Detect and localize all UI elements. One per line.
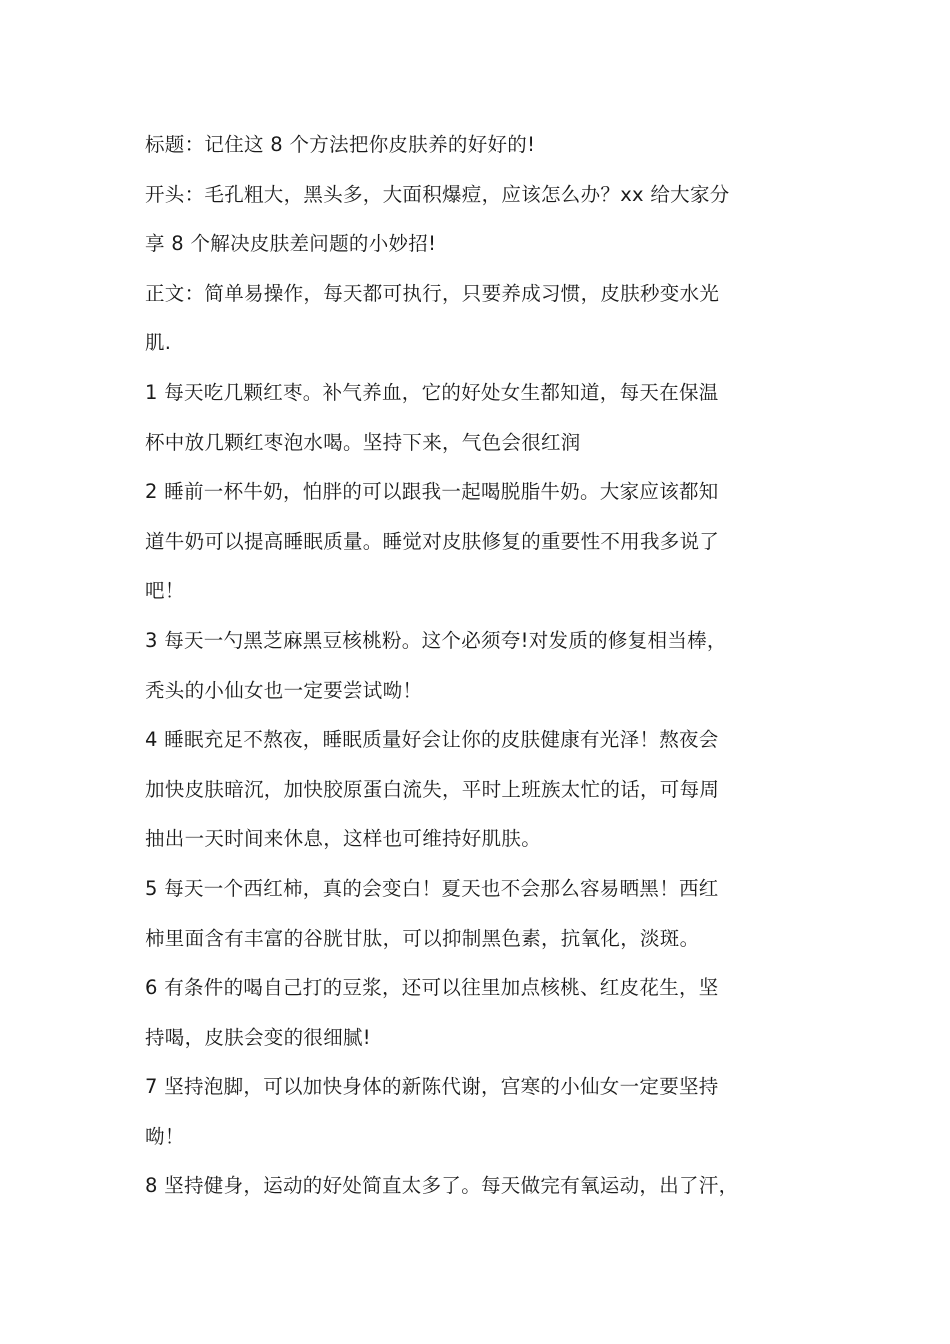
paragraph [145,269,825,368]
text-line: 7 坚持泡脚，可以加快身体的新陈代谢，宫寒的小仙女一定要坚持 [145,1075,719,1099]
text-line: 秃头的小仙女也一定要尝试呦！ [145,678,423,702]
text-line: 2 睡前一杯牛奶，怕胖的可以跟我一起喝脱脂牛奶。大家应该都知 [145,480,719,504]
document-body [145,120,825,1211]
text-line: 开头：毛孔粗大，黑头多，大面积爆痘，应该怎么办？xx 给大家分 [145,182,730,206]
paragraph [145,1161,825,1211]
paragraph [145,368,825,467]
text-line: 抽出一天时间来休息，这样也可维持好肌肤。 [145,827,542,851]
text-line: 呦！ [145,1124,185,1148]
paragraph [145,1062,825,1161]
text-line: 8 坚持健身，运动的好处简直太多了。每天做完有氧运动，出了汗， [145,1174,739,1198]
text-line: 道牛奶可以提高睡眠质量。睡觉对皮肤修复的重要性不用我多说了 [145,529,720,553]
text-line: 1 每天吃几颗红枣。补气养血，它的好处女生都知道，每天在保温 [145,380,719,404]
paragraph [145,467,825,616]
text-line: 杯中放几颗红枣泡水喝。坚持下来，气色会很红润 [145,430,581,454]
paragraph [145,170,825,269]
text-line: 5 每天一个西红柿，真的会变白！夏天也不会那么容易晒黑！西红 [145,876,719,900]
paragraph [145,715,825,864]
text-line: 加快皮肤暗沉，加快胶原蛋白流失，平时上班族太忙的话，可每周 [145,777,720,801]
text-line: 标题：记住这 8 个方法把你皮肤养的好好的! [145,133,536,156]
text-line: 6 有条件的喝自己打的豆浆，还可以往里加点核桃、红皮花生，坚 [145,976,719,1000]
text-line: 肌. [145,331,172,355]
paragraph [145,120,825,170]
text-line: 4 睡眠充足不熬夜，睡眠质量好会让你的皮肤健康有光泽！熬夜会 [145,728,719,752]
paragraph [145,864,825,963]
paragraph [145,963,825,1062]
text-line: 3 每天一勺黑芝麻黑豆核桃粉。这个必须夸!对发质的修复相当棒， [145,628,727,652]
paragraph [145,616,825,715]
text-line: 柿里面含有丰富的谷胱甘肽，可以抑制黑色素，抗氧化，淡斑。 [145,926,700,950]
text-line: 享 8 个解决皮肤差问题的小妙招! [145,232,437,256]
text-line: 正文：简单易操作，每天都可执行，只要养成习惯，皮肤秒变水光 [145,281,720,305]
text-line: 持喝，皮肤会变的很细腻! [145,1025,371,1049]
text-line: 吧！ [145,579,185,603]
